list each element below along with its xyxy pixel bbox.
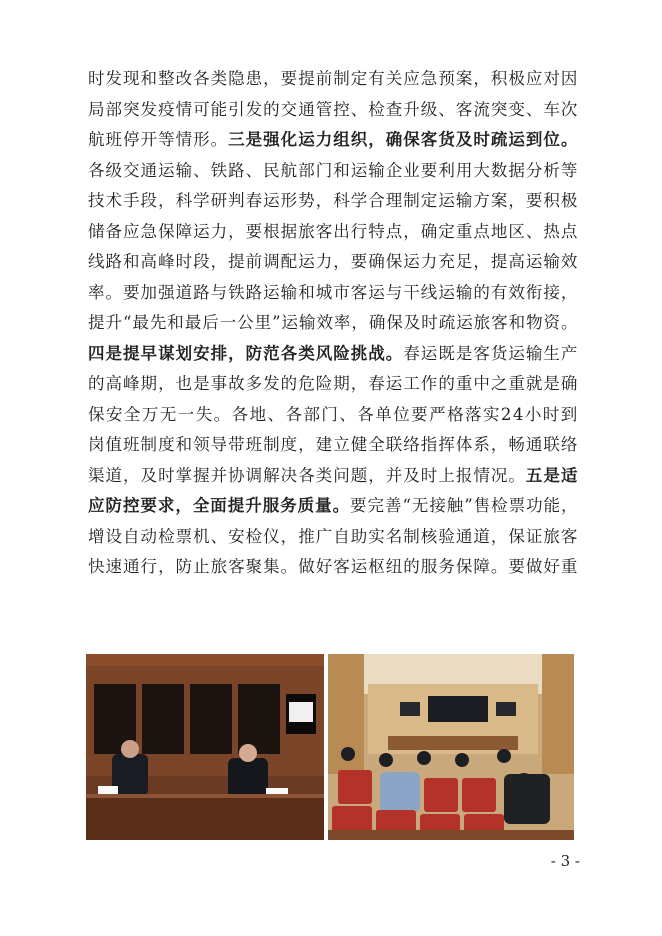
text-line: 储 备 应 急 保 障 运 力 ， 要 根 据 旅 客 出 行 特 点 ， 确 定 重 点 地 区 、 热 点 — [88, 221, 578, 241]
text-line: 各 级 交 通 运 输 、 铁 路 、 民 航 部 门 和 运 输 企 业 要 利 用 大 数 据 分 析 等 — [88, 160, 578, 180]
text-line: 技 术 手 段 ， 科 学 研 判 春 运 形 势 ， 科 学 合 理 制 定 运 输 方 案 ， 要 积 极 — [88, 191, 578, 210]
body-text — [88, 64, 578, 583]
page-number: - 3 - — [550, 852, 580, 870]
text-line: 应 防 控 要 求 ， 全 面 提 升 服 务 质 量 。 要 完 善 “ 无 接 触 ” 售 检 票 功 能 ， — [88, 496, 578, 515]
text-line: 四 是 提 早 谋 划 安 排 ， 防 范 各 类 风 险 挑 战 。 春 运 既 是 客 货 运 输 生 产 — [88, 343, 578, 363]
text-line: 率 。 要 加 强 道 路 与 铁 路 运 输 和 城 市 客 运 与 干 线 运 输 的 有 效 衔 接 ， — [88, 282, 578, 302]
text-line: 快 速 通 行 ， 防 止 旅 客 聚 集 。 做 好 客 运 枢 纽 的 服 务 保 障 。 要 做 好 重 — [88, 557, 578, 576]
text-line: 航 班 停 开 等 情 形 。 三 是 强 化 运 力 组 织 ， 确 保 客 货 及 时 疏 运 到 位 。 — [88, 130, 578, 149]
text-line: 局 部 突 发 疫 情 可 能 引 发 的 交 通 管 控 、 检 查 升 级 、 客 流 突 变 、 车 次 — [88, 99, 578, 119]
text-line: 时 发 现 和 整 改 各 类 隐 患 ， 要 提 前 制 定 有 关 应 急 预 案 ， 积 极 应 对 因 — [88, 69, 578, 88]
text-line: 岗 值 班 制 度 和 领 导 带 班 制 度 ， 建 立 健 全 联 络 指 挥 体 系 ， 畅 通 联 络 — [88, 435, 578, 454]
text-line: 提 升 “ 最 先 和 最 后 一 公 里 ” 运 输 效 率 ， 确 保 及 时 疏 运 旅 客 和 物 资 。 — [88, 313, 578, 332]
text-line: 线 路 和 高 峰 时 段 ， 提 前 调 配 运 力 ， 要 确 保 运 力 充 足 ， 提 高 运 输 效 — [88, 252, 578, 271]
meeting-photo-right — [328, 654, 574, 840]
text-line: 增 设 自 动 检 票 机 、 安 检 仪 ， 推 广 自 助 实 名 制 核 验 通 道 ， 保 证 旅 客 — [88, 526, 578, 546]
meeting-photo-left — [86, 654, 324, 840]
text-line: 的 高 峰 期 ， 也 是 事 故 多 发 的 危 险 期 ， 春 运 工 作 的 重 中 之 重 就 是 确 — [88, 374, 578, 393]
text-line: 保 安 全 万 无 一 失 。 各 地 、 各 部 门 、 各 单 位 要 严 格 落 实 2 4 小 时 到 — [88, 404, 578, 424]
text-line: 渠 道 ， 及 时 掌 握 并 协 调 解 决 各 类 问 题 ， 并 及 时 上 报 情 况 。 五 是 适 — [88, 465, 578, 485]
